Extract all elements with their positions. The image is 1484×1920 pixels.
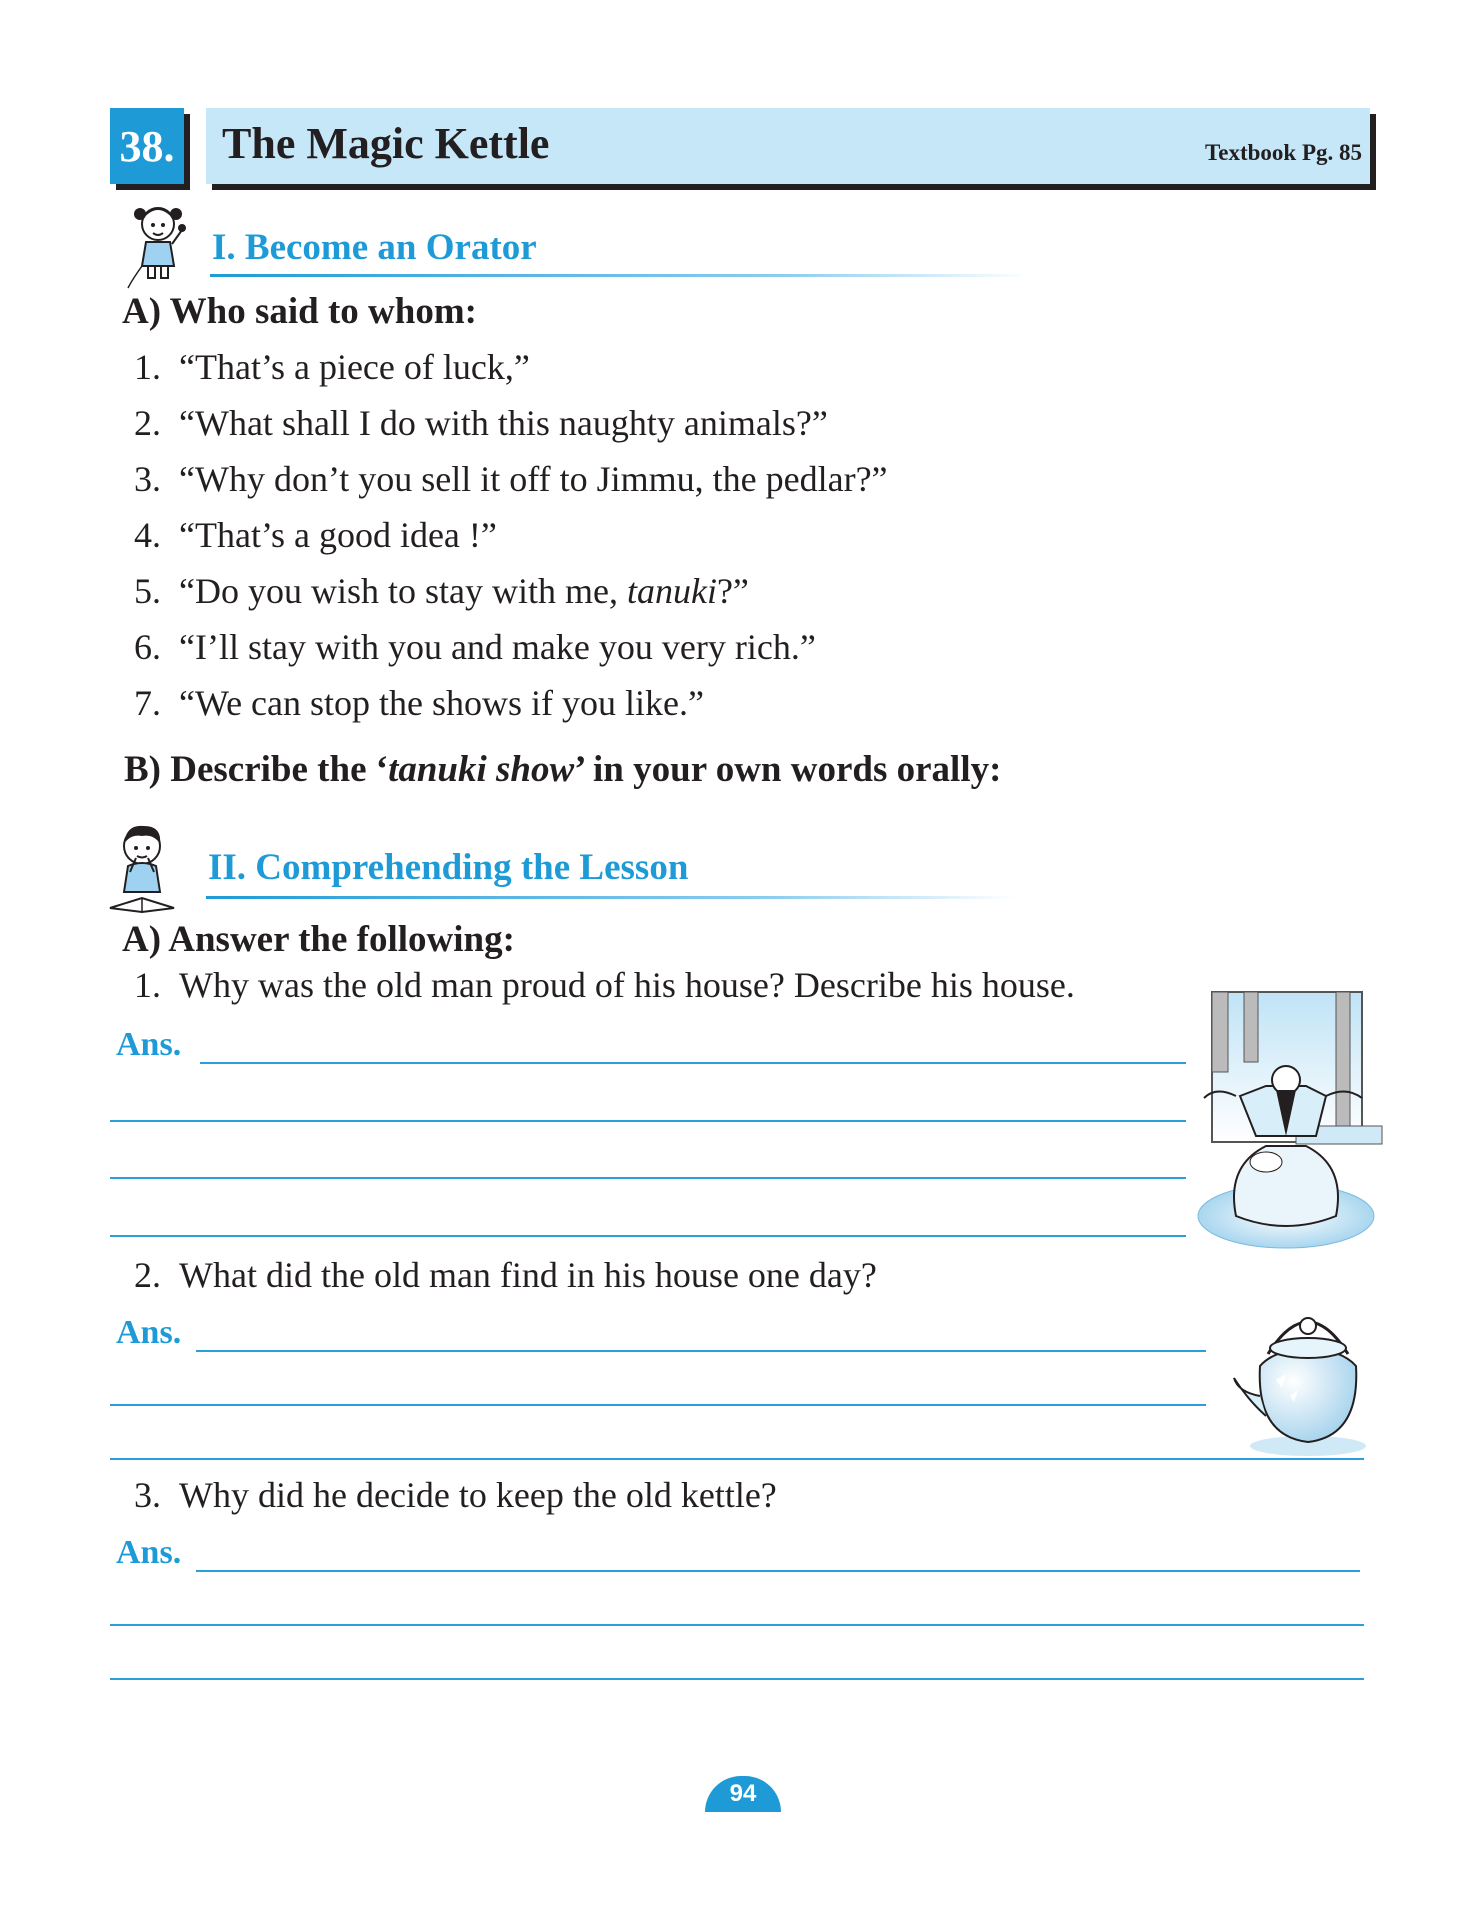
item-number: 2. — [134, 403, 161, 443]
answer-line[interactable] — [200, 1062, 1186, 1064]
part-b-label-end: ’ in your own words orally: — [574, 749, 1002, 790]
part-a-label: A) Who said to whom: — [122, 291, 477, 332]
answer-line[interactable] — [196, 1570, 1360, 1572]
question-number: 2. — [134, 1255, 161, 1295]
question-3 — [134, 1474, 777, 1516]
answer-label: Ans. — [116, 1314, 182, 1351]
question-number: 3. — [134, 1475, 161, 1515]
item-number: 3. — [134, 459, 161, 499]
part-b-label — [124, 748, 1001, 791]
item-text-italic: tanuki — [626, 571, 717, 611]
item-text: “We can stop the shows if you like.” — [179, 683, 704, 723]
lesson-number: 38. — [110, 108, 184, 184]
list-item — [134, 458, 888, 500]
item-number: 1. — [134, 347, 161, 387]
answer-line[interactable] — [110, 1404, 1206, 1406]
item-text: “That’s a good idea !” — [179, 515, 497, 555]
kettle-illustration — [1232, 1296, 1372, 1456]
item-text: “I’ll stay with you and make you very rich.” — [179, 627, 816, 667]
item-text: “Do you wish to stay with me, — [179, 571, 627, 611]
answer-label: Ans. — [116, 1534, 182, 1571]
item-number: 4. — [134, 515, 161, 555]
question-text: What did the old man find in his house one day? — [179, 1255, 877, 1295]
item-text: “What shall I do with this naughty animals?” — [179, 403, 828, 443]
textbook-reference: Textbook Pg. 85 — [1205, 140, 1362, 165]
answer-line[interactable] — [196, 1350, 1206, 1352]
part-b-label-italic: tanuki show — [388, 749, 575, 790]
section-underline — [210, 274, 1030, 277]
question-2 — [134, 1254, 877, 1296]
item-text-end: ?” — [716, 571, 749, 611]
answer-line[interactable] — [110, 1235, 1186, 1237]
old-man-kneeling-illustration — [1196, 986, 1386, 1256]
section-heading-orator: I. Become an Orator — [212, 227, 537, 268]
list-item — [134, 570, 749, 612]
boy-reading-icon — [108, 822, 178, 912]
part-a-label: A) Answer the following: — [122, 919, 515, 960]
item-number: 6. — [134, 627, 161, 667]
answer-line[interactable] — [110, 1177, 1186, 1179]
list-item — [134, 402, 828, 444]
question-text: Why did he decide to keep the old kettle? — [179, 1475, 777, 1515]
answer-line[interactable] — [110, 1624, 1364, 1626]
question-text: Why was the old man proud of his house? Describe his house. — [179, 965, 1075, 1005]
list-item — [134, 514, 497, 556]
answer-label: Ans. — [116, 1026, 182, 1063]
answer-line[interactable] — [110, 1678, 1364, 1680]
question-1 — [134, 964, 1075, 1006]
list-item — [134, 682, 704, 724]
item-number: 5. — [134, 571, 161, 611]
answer-line[interactable] — [110, 1458, 1364, 1460]
item-number: 7. — [134, 683, 161, 723]
page-number: 94 — [705, 1776, 781, 1812]
item-text: “Why don’t you sell it off to Jimmu, the pedlar?” — [179, 459, 888, 499]
answer-line[interactable] — [110, 1120, 1186, 1122]
section-underline — [206, 896, 1016, 899]
part-b-label-start: B) Describe the ‘ — [124, 749, 389, 790]
question-number: 1. — [134, 965, 161, 1005]
section-heading-comprehension: II. Comprehending the Lesson — [208, 847, 689, 888]
list-item — [134, 346, 530, 388]
girl-with-microphone-icon — [128, 200, 198, 290]
item-text: “That’s a piece of luck,” — [179, 347, 530, 387]
list-item — [134, 626, 816, 668]
page-title: The Magic Kettle — [222, 119, 550, 168]
